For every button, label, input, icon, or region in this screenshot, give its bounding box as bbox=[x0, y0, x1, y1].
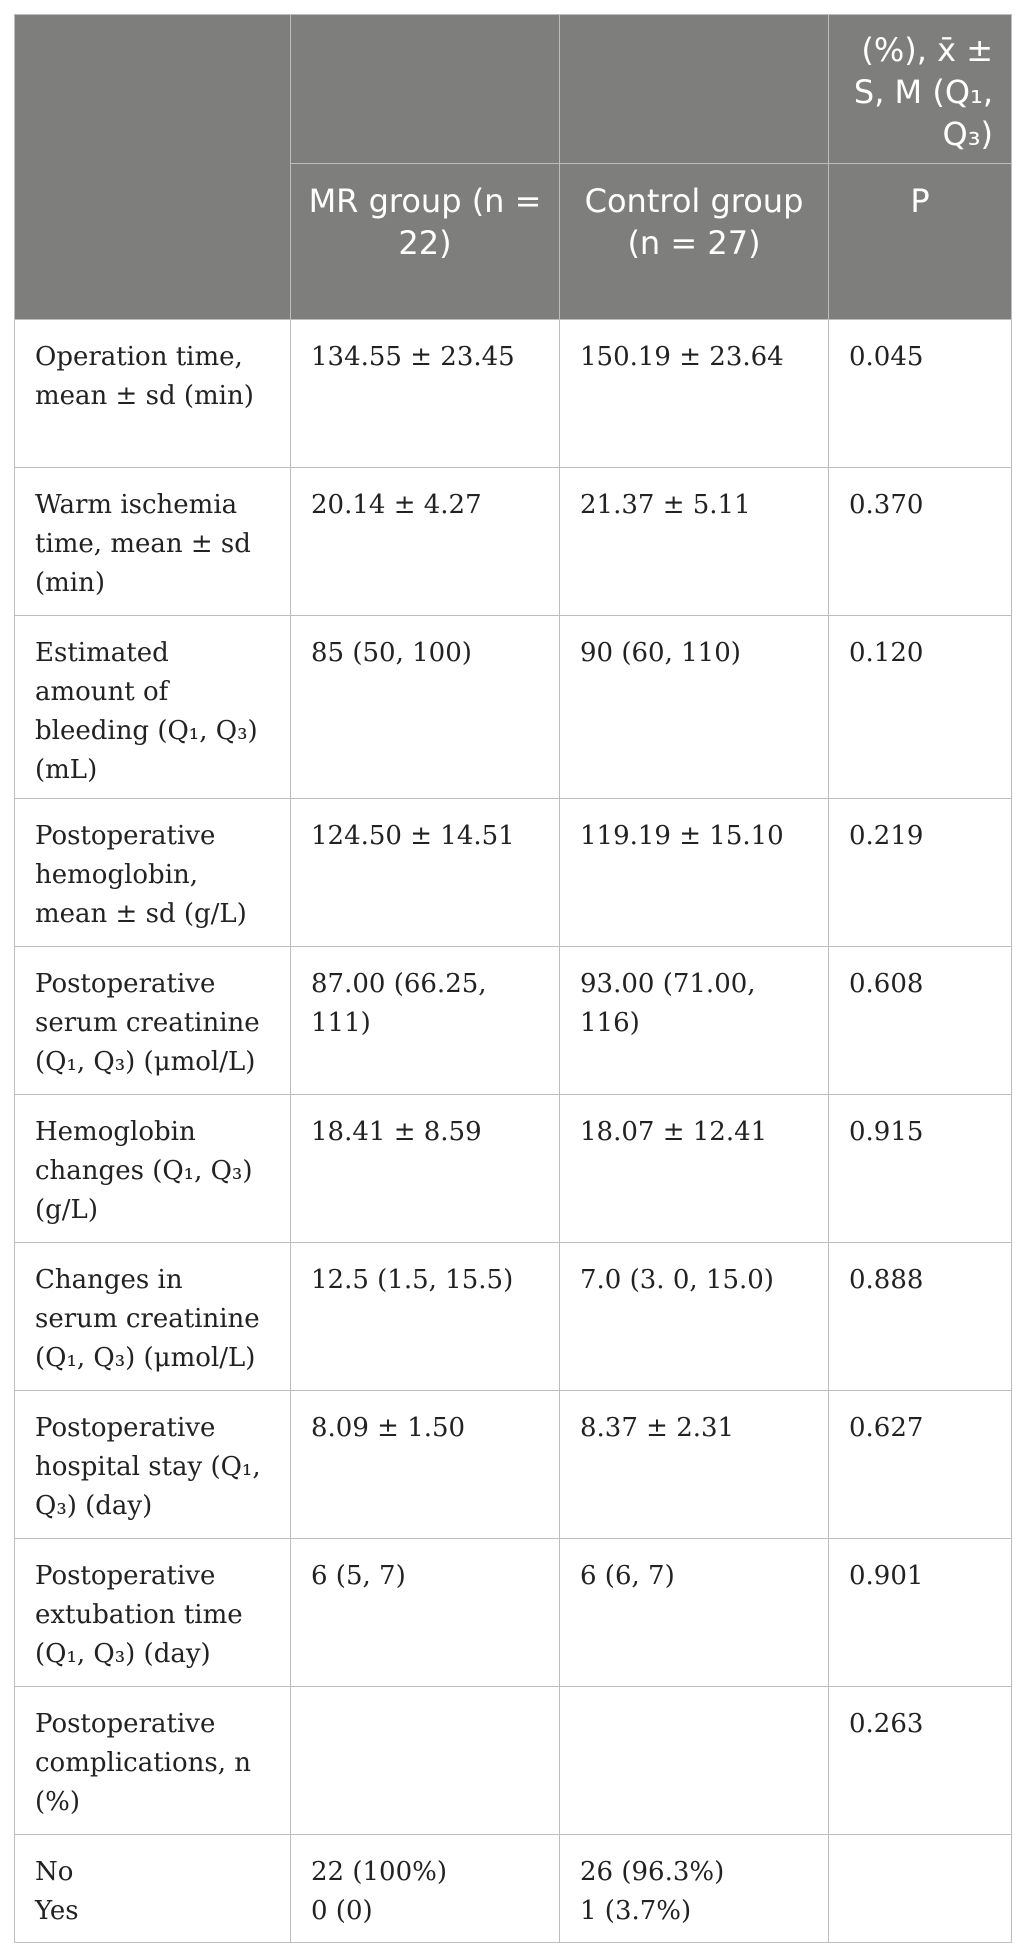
table-row bbox=[15, 616, 1012, 799]
table-row bbox=[15, 320, 1012, 468]
mr-yes-value: 0 (0) bbox=[311, 1896, 373, 1926]
table-row bbox=[15, 947, 1012, 1095]
results-table bbox=[14, 14, 1012, 1943]
table-row bbox=[15, 468, 1012, 616]
header-empty-cell bbox=[15, 15, 291, 320]
control-value: 150.19 ± 23.64 bbox=[560, 320, 829, 468]
p-value: 0.120 bbox=[829, 616, 1012, 799]
control-no-value: 26 (96.3%) bbox=[580, 1857, 725, 1887]
control-value: 90 (60, 110) bbox=[560, 616, 829, 799]
control-value: 119.19 ± 15.10 bbox=[560, 799, 829, 947]
p-value: 0.263 bbox=[829, 1687, 1012, 1835]
mr-value: 6 (5, 7) bbox=[291, 1539, 560, 1687]
table-row bbox=[15, 799, 1012, 947]
control-value bbox=[560, 1687, 829, 1835]
row-label: Warm ischemia time, mean ± sd (min) bbox=[15, 468, 291, 616]
label-yes: Yes bbox=[35, 1896, 79, 1926]
table-row-complications-breakdown bbox=[15, 1835, 1012, 1943]
mr-value: 134.55 ± 23.45 bbox=[291, 320, 560, 468]
header-p-value: P bbox=[829, 164, 1012, 320]
p-value: 0.915 bbox=[829, 1095, 1012, 1243]
table-row bbox=[15, 1391, 1012, 1539]
header-row-note bbox=[15, 15, 1012, 164]
table-row bbox=[15, 1687, 1012, 1835]
row-label: Operation time, mean ± sd (min) bbox=[15, 320, 291, 468]
control-value: 93.00 (71.00, 116) bbox=[560, 947, 829, 1095]
control-value: 6 (6, 7) bbox=[560, 1539, 829, 1687]
header-control-group: Control group (n = 27) bbox=[560, 164, 829, 320]
control-value: 18.07 ± 12.41 bbox=[560, 1095, 829, 1243]
table-row bbox=[15, 1243, 1012, 1391]
mr-value: 12.5 (1.5, 15.5) bbox=[291, 1243, 560, 1391]
header-blank-control bbox=[560, 15, 829, 164]
row-label: Postoperative hospital stay (Q₁, Q₃) (day) bbox=[15, 1391, 291, 1539]
p-value: 0.045 bbox=[829, 320, 1012, 468]
header-mr-group: MR group (n = 22) bbox=[291, 164, 560, 320]
row-label: Changes in serum creatinine (Q₁, Q₃) (μmol/L) bbox=[15, 1243, 291, 1391]
row-label: Estimated amount of bleeding (Q₁, Q₃) (mL) bbox=[15, 616, 291, 799]
control-value bbox=[560, 1835, 829, 1943]
p-value: 0.901 bbox=[829, 1539, 1012, 1687]
mr-no-value: 22 (100%) bbox=[311, 1857, 447, 1887]
mr-value: 20.14 ± 4.27 bbox=[291, 468, 560, 616]
p-value: 0.888 bbox=[829, 1243, 1012, 1391]
mr-value bbox=[291, 1835, 560, 1943]
control-yes-value: 1 (3.7%) bbox=[580, 1896, 692, 1926]
mr-value bbox=[291, 1687, 560, 1835]
control-value: 7.0 (3. 0, 15.0) bbox=[560, 1243, 829, 1391]
mr-value: 85 (50, 100) bbox=[291, 616, 560, 799]
row-label: Postoperative hemoglobin, mean ± sd (g/L) bbox=[15, 799, 291, 947]
mr-value: 87.00 (66.25, 111) bbox=[291, 947, 560, 1095]
table-row bbox=[15, 1539, 1012, 1687]
p-value: 0.370 bbox=[829, 468, 1012, 616]
header-stat-note: (%), x̄ ± S, M (Q₁, Q₃) bbox=[829, 15, 1012, 164]
table-row bbox=[15, 1095, 1012, 1243]
label-no: No bbox=[35, 1857, 74, 1887]
mr-value: 124.50 ± 14.51 bbox=[291, 799, 560, 947]
mr-value: 18.41 ± 8.59 bbox=[291, 1095, 560, 1243]
row-label: Postoperative serum creatinine (Q₁, Q₃) (μmol/L) bbox=[15, 947, 291, 1095]
control-value: 8.37 ± 2.31 bbox=[560, 1391, 829, 1539]
row-label: Postoperative complications, n (%) bbox=[15, 1687, 291, 1835]
row-label bbox=[15, 1835, 291, 1943]
p-value bbox=[829, 1835, 1012, 1943]
mr-value: 8.09 ± 1.50 bbox=[291, 1391, 560, 1539]
row-label: Hemoglobin changes (Q₁, Q₃) (g/L) bbox=[15, 1095, 291, 1243]
control-value: 21.37 ± 5.11 bbox=[560, 468, 829, 616]
row-label: Postoperative extubation time (Q₁, Q₃) (day) bbox=[15, 1539, 291, 1687]
p-value: 0.627 bbox=[829, 1391, 1012, 1539]
header-blank-mr bbox=[291, 15, 560, 164]
p-value: 0.219 bbox=[829, 799, 1012, 947]
p-value: 0.608 bbox=[829, 947, 1012, 1095]
